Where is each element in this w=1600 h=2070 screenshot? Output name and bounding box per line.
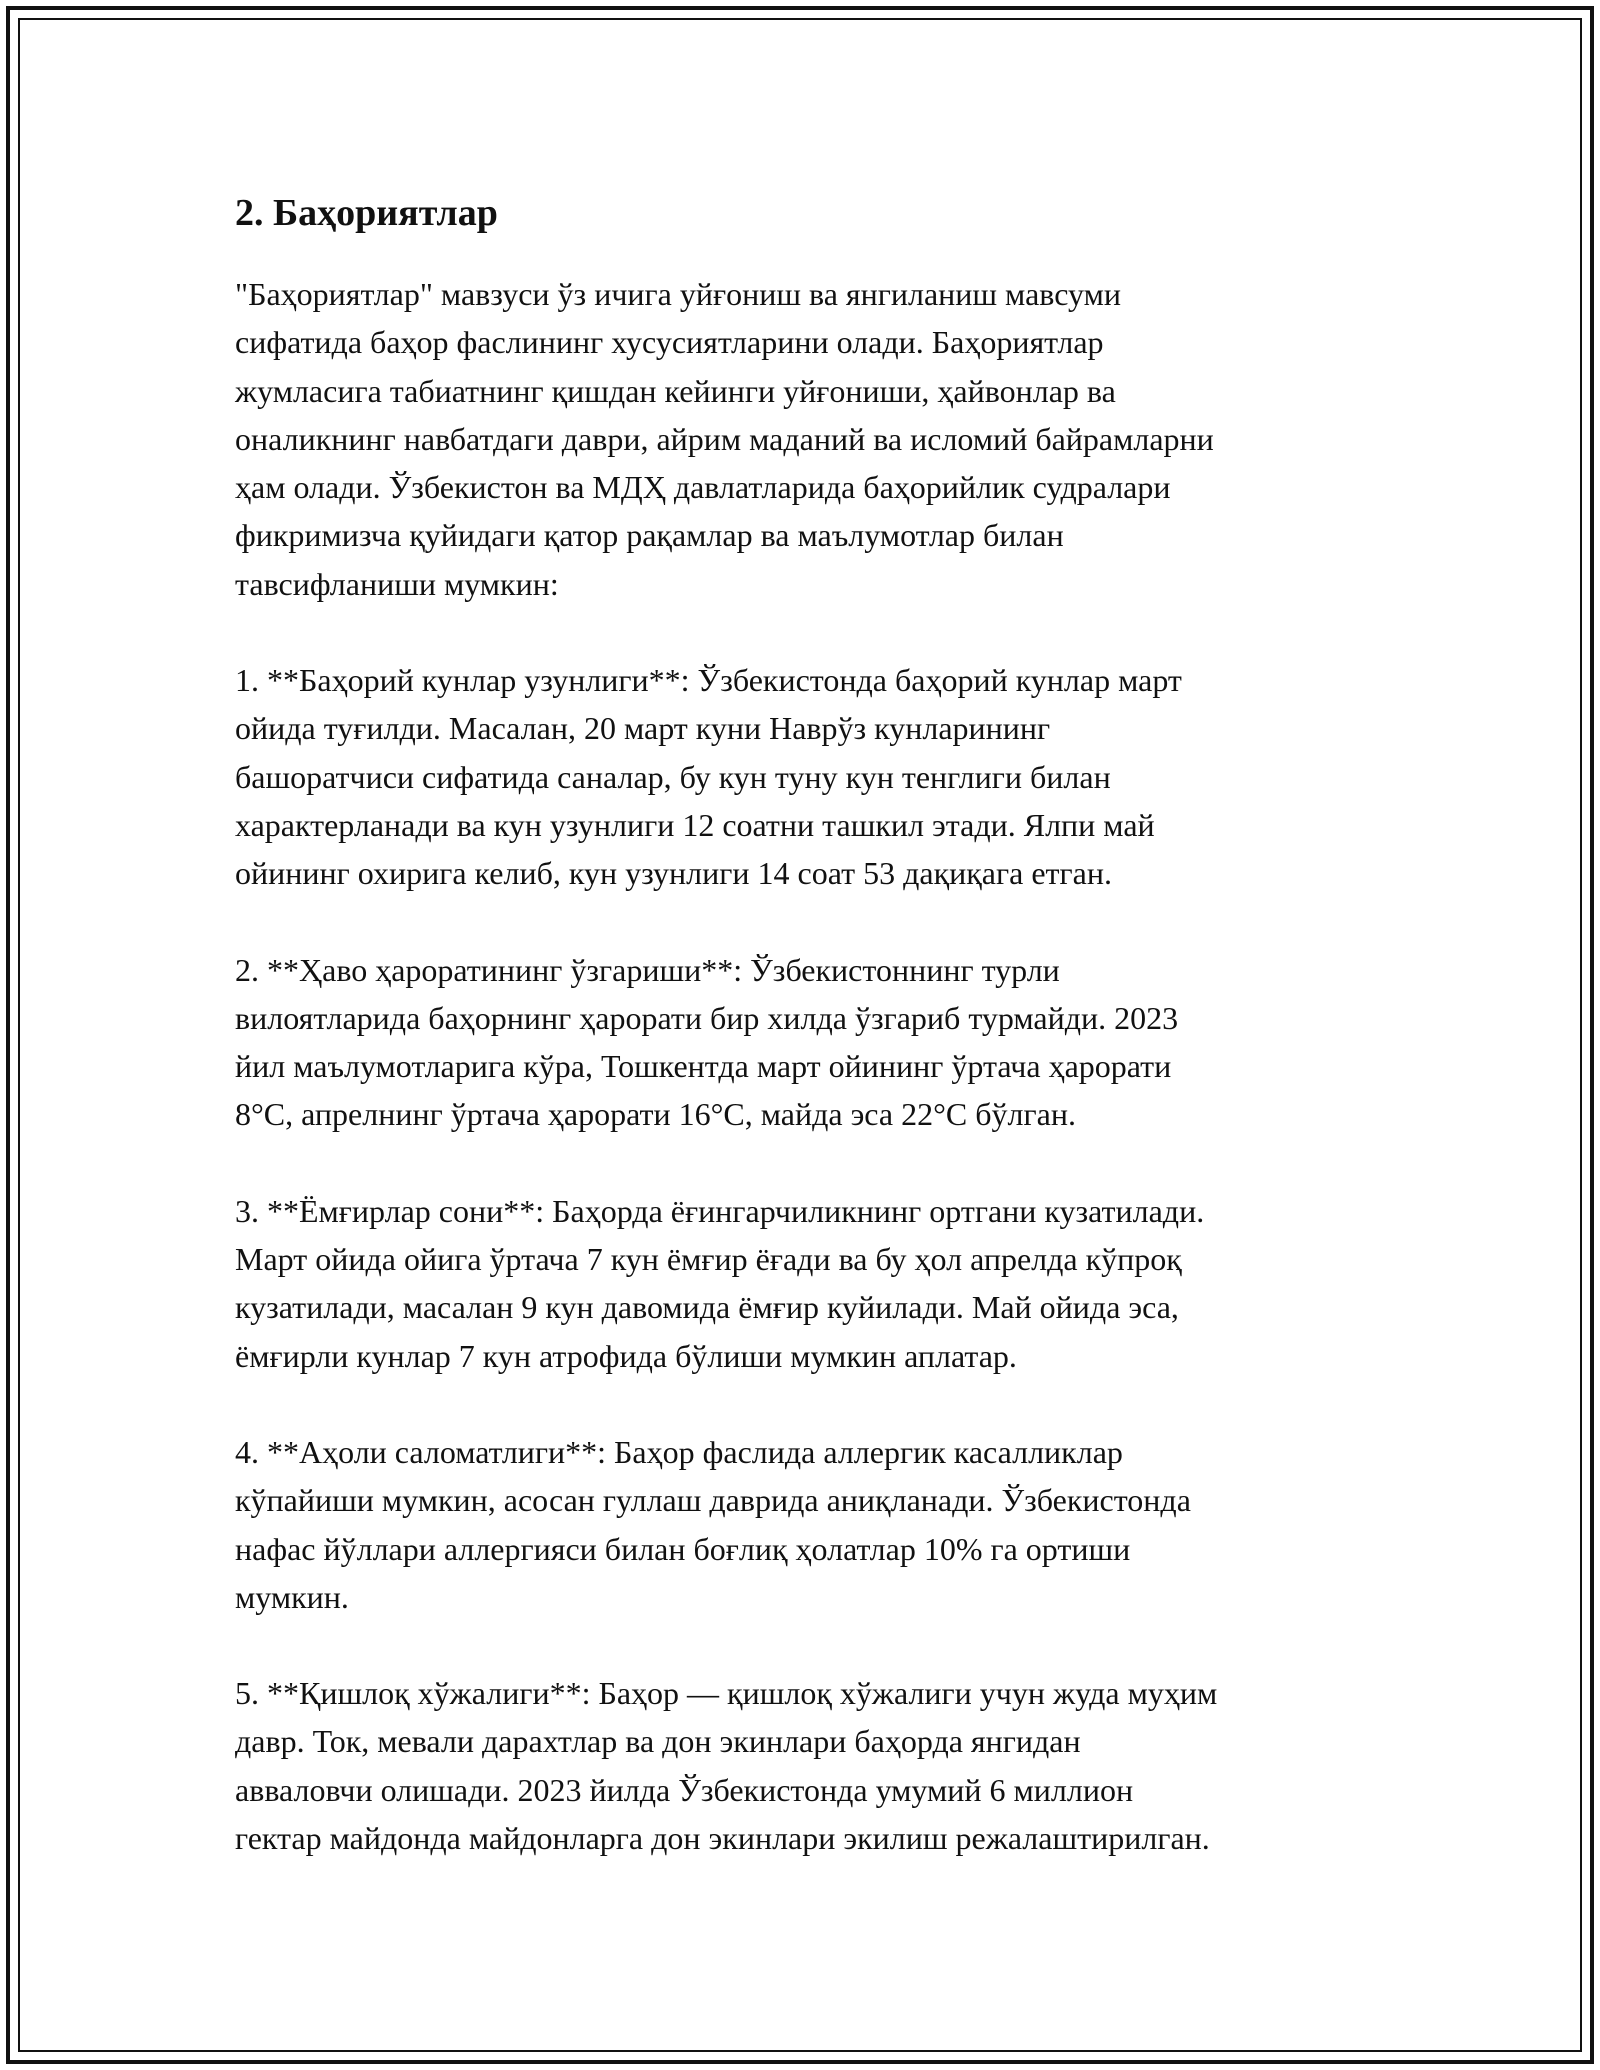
text-line: нафас йўллари аллергияси билан боғлиқ ҳолатлар 10% га ортиши [235,1530,1131,1567]
text-line: вилоятларида баҳорнинг ҳарорати бир хилда ўзгариб турмайди. 2023 [235,999,1179,1036]
text-line: авваловчи олишади. 2023 йилда Ўзбекистонда умумий 6 миллион [235,1771,1134,1808]
text-line: мумкин. [235,1578,349,1615]
text-line: 2. **Ҳаво ҳароратининг ўзгариши**: Ўзбекистоннинг турли [235,951,1060,988]
text-line: сифатида баҳор фаслининг хусусиятларини олади. Баҳориятлар [235,324,1104,361]
list-item-paragraph [235,1187,1375,1380]
text-line: оналикнинг навбатдаги даври, айрим маданий ва исломий байрамларни [235,420,1214,457]
list-item-paragraph [235,656,1375,897]
list-item-paragraph [235,946,1375,1139]
text-line: давр. Ток, мевали дарахтлар ва дон экинлари баҳорда янгидан [235,1723,1081,1760]
text-line: 4. **Аҳоли саломатлиги**: Баҳор фаслида аллергик касалликлар [235,1433,1123,1470]
text-line: гектар майдонда майдонларга дон экинлари экилиш режалаштирилган. [235,1820,1210,1857]
intro-paragraph [235,270,1375,608]
text-line: ҳам олади. Ўзбекистон ва МДҲ давлатларида баҳорийлик судралари [235,469,1171,506]
text-line: 1. **Баҳорий кунлар узунлиги**: Ўзбекистонда баҳорий кунлар март [235,662,1182,699]
text-line: ойида туғилди. Масалан, 20 март куни Наврўз кунларининг [235,710,1051,747]
text-line: ёмғирли кунлар 7 кун атрофида бўлиши мумкин аплатар. [235,1337,1017,1374]
text-line: тавсифланиши мумкин: [235,565,559,602]
paragraph-list [235,270,1375,1862]
text-line: 3. **Ёмғирлар сони**: Баҳорда ёғингарчиликнинг ортгани кузатилади. [235,1192,1205,1229]
text-line: жумласига табиатнинг қишдан кейинги уйғониши, ҳайвонлар ва [235,372,1116,409]
text-line: йил маълумотларига кўра, Тошкентда март ойининг ўртача ҳарорати [235,1048,1172,1085]
text-line: кузатилади, масалан 9 кун давомида ёмғир куйилади. Май ойида эса, [235,1289,1179,1326]
text-line: 8°C, апрелнинг ўртача ҳарорати 16°C, майда эса 22°C бўлган. [235,1096,1076,1133]
document-body [235,186,1375,1910]
text-line: Март ойида ойига ўртача 7 кун ёмғир ёғади ва бу ҳол апрелда кўпроқ [235,1241,1182,1278]
text-line: характерланади ва кун узунлиги 12 соатни ташкил этади. Ялпи май [235,806,1155,843]
text-line: "Баҳориятлар" мавзуси ўз ичига уйғониш ва янгиланиш мавсуми [235,276,1121,312]
text-line: кўпайиши мумкин, асосан гуллаш даврида аниқланади. Ўзбекистонда [235,1482,1191,1519]
text-line: 5. **Қишлоқ хўжалиги**: Баҳор — қишлоқ хўжалиги учун жуда муҳим [235,1675,1218,1712]
list-item-paragraph [235,1669,1375,1862]
text-line: фикримизча қуйидаги қатор рақамлар ва маълумотлар билан [235,517,1064,554]
list-item-paragraph [235,1428,1375,1621]
text-line: башоратчиси сифатида саналар, бу кун туну кун тенглиги билан [235,758,1111,795]
text-line: ойининг охирига келиб, кун узунлиги 14 соат 53 дақиқага етган. [235,855,1112,892]
section-title: 2. Баҳориятлар [235,192,498,234]
